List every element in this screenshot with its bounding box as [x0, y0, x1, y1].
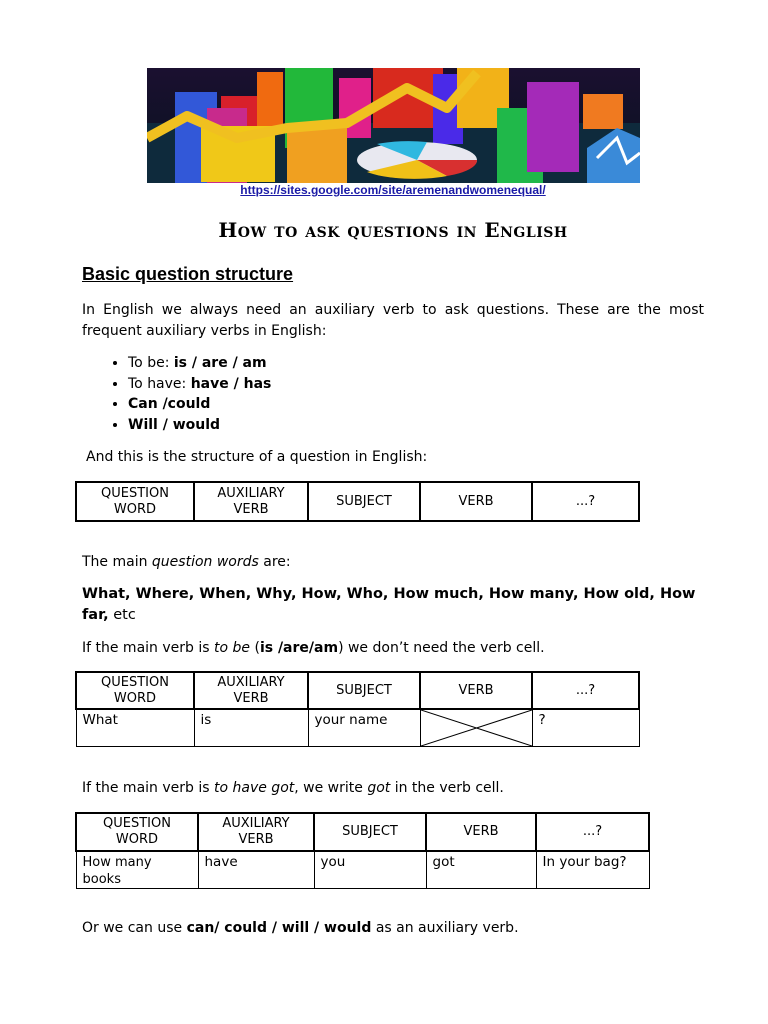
- list-item: • To be: is / are / am: [128, 353, 271, 374]
- question-words-lead: The main question words are:: [82, 554, 291, 570]
- to-be-example-table: [75, 671, 640, 747]
- list-item: • Can /could: [128, 394, 271, 415]
- have-got-example-table: [75, 812, 650, 889]
- header-subject: SUBJECT: [308, 482, 420, 521]
- cross-out-icon: [421, 710, 532, 746]
- auxiliary-verb-list: [82, 353, 271, 435]
- structure-lead-text: And this is the structure of a question in English:: [86, 449, 428, 465]
- header-auxiliary-verb: AUXILIARY VERB: [198, 813, 314, 851]
- intro-paragraph: In English we always need an auxiliary verb to ask questions. These are the most frequent auxiliary verbs in English:: [82, 302, 704, 339]
- cell-verb: got: [426, 851, 536, 889]
- header-auxiliary-verb: AUXILIARY VERB: [194, 672, 308, 709]
- cell-rest: In your bag?: [536, 851, 649, 889]
- list-item: • Will / would: [128, 415, 271, 436]
- table-header-row: [76, 482, 639, 521]
- list-item: • To have: have / has: [128, 374, 271, 395]
- table-header-row: [76, 672, 639, 709]
- table-row: [76, 851, 649, 889]
- header-rest: ...?: [536, 813, 649, 851]
- header-rest: ...?: [532, 482, 639, 521]
- cell-question-word: How many books: [76, 851, 198, 889]
- header-banner-image: [147, 68, 640, 183]
- header-auxiliary-verb: AUXILIARY VERB: [194, 482, 308, 521]
- header-rest: ...?: [532, 672, 639, 709]
- cell-verb-crossed-out: [420, 709, 532, 747]
- cell-auxiliary: have: [198, 851, 314, 889]
- section-heading: Basic question structure: [82, 264, 294, 284]
- cell-subject: your name: [308, 709, 420, 747]
- header-subject: SUBJECT: [314, 813, 426, 851]
- page-title: How to ask questions in English: [218, 218, 568, 242]
- cell-question-word: What: [76, 709, 194, 747]
- header-subject: SUBJECT: [308, 672, 420, 709]
- cell-subject: you: [314, 851, 426, 889]
- header-verb: VERB: [420, 672, 532, 709]
- header-question-word: QUESTION WORD: [76, 672, 194, 709]
- source-link[interactable]: https://sites.google.com/site/aremenandwomenequal/: [240, 183, 546, 197]
- final-note: Or we can use can/ could / will / would as an auxiliary verb.: [82, 920, 519, 936]
- cell-auxiliary: is: [194, 709, 308, 747]
- cell-rest: ?: [532, 709, 639, 747]
- header-verb: VERB: [420, 482, 532, 521]
- table-header-row: [76, 813, 649, 851]
- have-got-note: If the main verb is to have got, we write got in the verb cell.: [82, 780, 504, 796]
- question-words-list: What, Where, When, Why, How, Who, How much, How many, How old, How far, etc: [82, 586, 696, 623]
- header-question-word: QUESTION WORD: [76, 482, 194, 521]
- header-verb: VERB: [426, 813, 536, 851]
- table-row: [76, 709, 639, 747]
- header-question-word: QUESTION WORD: [76, 813, 198, 851]
- question-structure-table: [75, 481, 640, 522]
- to-be-note: If the main verb is to be (is /are/am) we don’t need the verb cell.: [82, 640, 545, 656]
